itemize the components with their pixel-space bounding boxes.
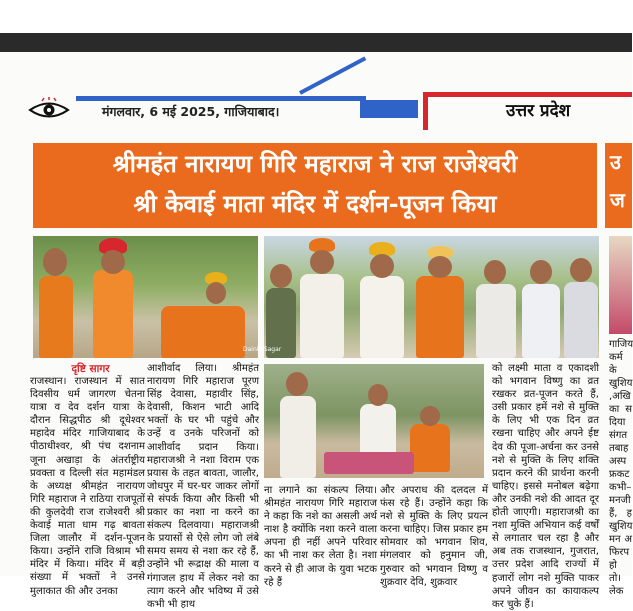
- article-column-1: [30, 375, 145, 597]
- side-story-headline: [605, 143, 632, 228]
- figure-head: [570, 258, 592, 282]
- photo-credit: Dainik Sagar: [243, 346, 282, 353]
- figure: [280, 396, 316, 478]
- headline-line-2: श्री केवाई माता मंदिर में दर्शन-पूजन किया: [133, 189, 497, 218]
- side-story-paragraph: गाजिय कर्म के खुशिय ,अखि का स दिया संगत तबाह अस्प फ्रकट कभी– मनजी हैं, ह खुशिय मन अ फिरप हो तो। लेक: [609, 339, 633, 597]
- photo-mahant-blessing: [33, 236, 258, 358]
- figure-head: [530, 260, 552, 284]
- figure-head: [370, 254, 394, 278]
- date-line: मंगलवार, 6 मई 2025, गाजियाबाद।: [102, 104, 280, 119]
- article-paragraph: को लक्ष्मी माता व एकादशी को भगवान विष्णु का व्रत रखकर व्रत-पूजन करते हैं, उसी प्रकार हमें नशे से मुक्ति के लिए भी एक दिन व्रत रखना चाहिए और अपने ईष्ट देव की पूजा-अर्चना कर उनसे नशे से मुक्ति के लिए शक्ति प्रदान करने की प्रार्थना करनी चाहिए। इससे मनोबल बढ़ेगा और उनकी नशे की आदत दूर होती जाएगी। महाराजश्री का नशा मुक्ति अभियान कई वर्षों से लगातार चल रहा है और अब तक राजस्थान, गुजरात, उत्तर प्रदेश आदि राज्यों में हजारों लोग नशे मुक्ति पाकर अपने जीवन का कायाकल्प कर चुके हैं।: [492, 363, 599, 610]
- side-headline-fragment-2: ज: [610, 188, 625, 212]
- figure-head: [101, 250, 125, 274]
- side-story-column: [609, 338, 633, 597]
- figure-head: [43, 248, 67, 276]
- figure-head: [428, 256, 452, 278]
- figure: [360, 276, 404, 358]
- figure-head: [484, 260, 506, 284]
- masthead-blue-block: [360, 100, 418, 118]
- headline-banner: [33, 143, 597, 228]
- article-paragraph: ना लगाने का संकल्प लिया। श्रीमहंत नारायण गिरि महाराज ने कहा कि नशे का असली अर्थ नाश है क्योंकि नशा करने वाला अपना ही नहीं अपने परिवार का भी नाश कर लेता है। नशा करने से ही आज के युवा भटक रहे हैं: [264, 485, 377, 588]
- article-paragraph: राजस्थान। राजस्थान में सात दिवसीय धर्म जागरण चेतना यात्रा व देव दर्शन यात्रा के दौरान सिद्धपीठ श्री दूधेश्वर महादेव मंदिर गाजियाबाद के पीठाधीश्वर, श्री पंच दशनाम जूना अखाड़ा के अंतर्राष्ट्रीय प्रवक्ता व दिल्ली संत महामंडल के अध्यक्ष श्रीमहंत नारायण गिरि महाराज ने राठिया राजपूतों की कुलदेवी राज राजेश्वरी श्री केवाई माता धाम गढ़ बावता जिला जालौर में दर्शन-पूजन किया। उन्होंने राजि विश्राम भी मंदिर में किया। मंदिर में बड़ी संख्या में भक्तों ने उनसे मुलाकात की और उनका: [30, 376, 145, 597]
- figure-head: [420, 406, 440, 426]
- figure: [416, 276, 464, 358]
- article-column-4: [380, 484, 488, 588]
- figure: [39, 276, 73, 358]
- section-name: उत्तर प्रदेश: [506, 101, 571, 121]
- article-column-2: [147, 362, 259, 610]
- figure: [300, 274, 344, 358]
- side-headline-fragment-1: उ: [610, 150, 621, 174]
- article-column-5: [492, 362, 599, 610]
- figure: [476, 284, 516, 358]
- figure: [522, 284, 560, 358]
- article-paragraph: और अपराध की दलदल में फंस रहे हैं। उन्होंने कहा कि नशे से मुक्ति के लिए प्रयत्न करना चाहिए। जिस प्रकार हम सोमवार को भगवान शिव, मंगलवार को हनुमान जी, गुरुवार को भगवान विष्णु व शुक्रवार देवि, शुक्रवार: [380, 485, 488, 588]
- eye-icon: [28, 97, 70, 123]
- seated-figure: [410, 424, 450, 472]
- figure-head: [310, 250, 334, 274]
- figure: [564, 282, 598, 358]
- cloth: [324, 452, 414, 474]
- article-paragraph: आशीर्वाद लिया। श्रीमहंत नारायण गिरि महाराज पूरण सिंह देवासा, महावीर सिंह, देवासी, किशन भाटी आदि भक्तों के घर भी पहुंचे और उन्हें व उनके परिजनों को आशीर्वाद प्रदान किया। महाराजश्री ने नशा विराम एक प्रयास के तहत बावता, जालौर, जोधपुर में घर-घर जाकर लोगों से संपर्क किया और किसी भी प्रकार का नशा ना करने का संकल्प दिलवाया। महाराजश्री के प्रयासों से ऐसे लोग जो लंबे समय समय से नशा कर रहे हैं, उन्होंने भी रूद्राक्ष की माला व गंगाजल हाथ में लेकर नशे का त्याग करने और भविष्य में उसे कभी भी हाथ: [147, 363, 259, 610]
- figure-head: [206, 282, 226, 304]
- seated-figure: [161, 306, 245, 358]
- figure: [93, 270, 133, 358]
- figure-head: [270, 264, 292, 288]
- photo-side-story: [609, 236, 632, 334]
- headline-line-1: श्रीमहंत नारायण गिरि महाराज ने राज राजेश्वरी: [112, 149, 518, 178]
- byline: दृष्टि सागर: [71, 363, 110, 375]
- figure-head: [286, 372, 308, 396]
- browser-top-bar: [0, 33, 632, 52]
- photo-tilak-ceremony: [264, 364, 484, 478]
- photo-group: [264, 236, 599, 358]
- figure-head: [368, 384, 388, 406]
- article-column-3: [264, 484, 377, 588]
